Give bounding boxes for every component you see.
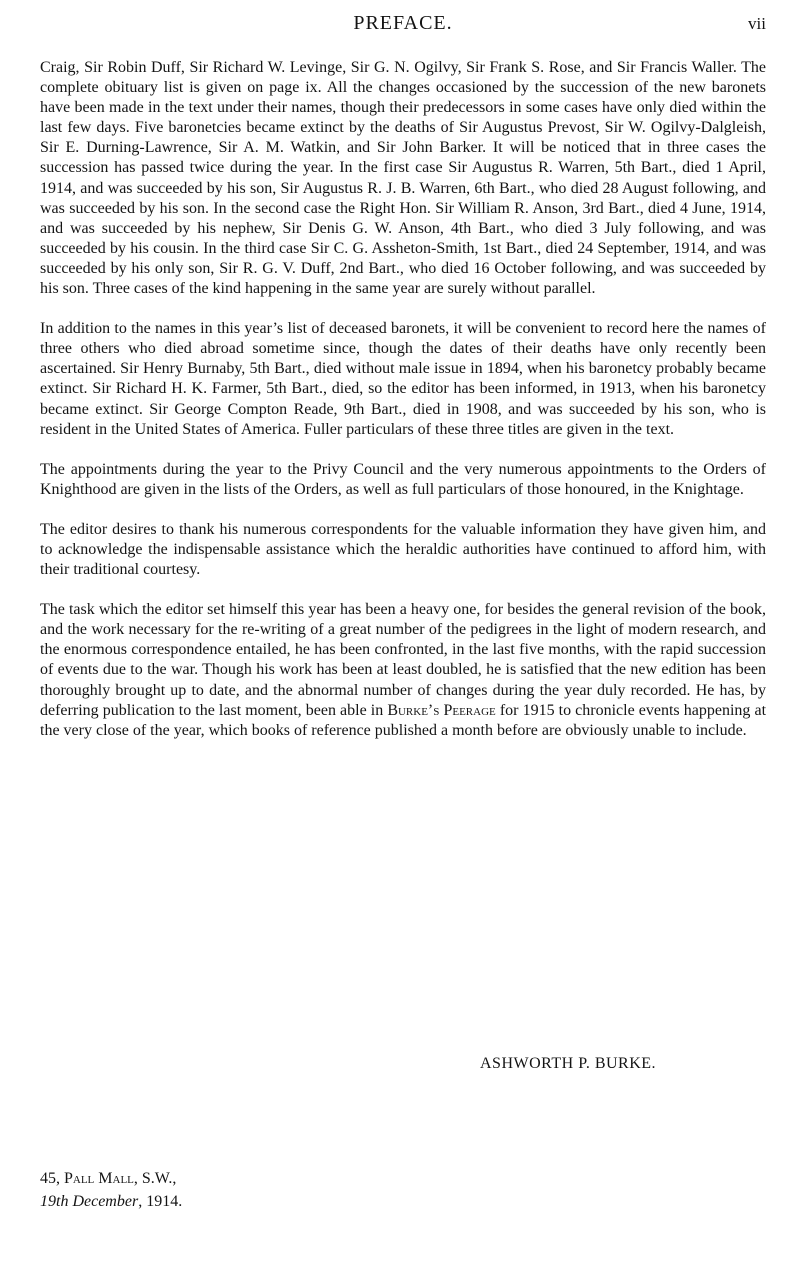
paragraph-text: for 1915 to chronicle events happening at the very close of the year, which books of reference published a month before are obviously unable to include. [40,701,767,739]
address-suffix: , S.W., [133,1170,177,1187]
date-year: , 1914. [138,1193,183,1210]
date-text: 19th December [40,1193,139,1210]
paragraph-text: In addition to the names in this year’s list of deceased baronets, it will be convenient to record here the names of three others who died abroad sometime since, though the dates of their deaths have only recently been ascertained. Sir Henry Burnaby, 5th Bart., died without male issue in 1894, when his baronetcy probably became extinct. Sir Richard H. K. Farmer, 5th Bart., died, so the editor has been informed, in 1913, when his baronetcy became extinct. Sir George Compton Reade, 9th Bart., died in 1908, and was succeeded by his son, who is resident in the United States of America. Fuller particulars of these three titles are given in the text. [40,320,766,438]
paragraph [40,58,766,299]
page-number: vii [748,14,766,33]
paragraph-text: The task which the editor set himself this year has been a heavy one, for besides the general revision of the book, and the work necessary for the re-writing of a great number of the pedigrees in the light of modern research, and the enormous correspondence entailed, he has been confronted, in the last five months, with the rapid succession of events due to the war. Though his work has been at least doubled, he is satisfied that the new edition has been thoroughly brought up to date, and the abnormal number of changes during the year duly recorded. He has, by deferring publication to the last moment, been able in [40,601,766,719]
running-title: PREFACE. [353,12,453,34]
paragraph [40,319,766,440]
address-block [40,1167,182,1213]
date-line [40,1190,182,1213]
paragraph-text: The editor desires to thank his numerous correspondents for the valuable information they have given him, and to acknowledge the indispensable assistance which the heraldic authorities have continued to afford him, with their traditional courtesy. [40,520,766,579]
paragraph [40,460,766,500]
book-title-smallcaps: Burke’s Peerage [387,701,496,719]
paragraph-text: Craig, Sir Robin Duff, Sir Richard W. Levinge, Sir G. N. Ogilvy, Sir Frank S. Rose, and Sir Francis Waller. The complete obituary list is given on page ix. All the changes occasioned by the succession of the new baronets have been made in the text under their names, though their predecessors in some cases have only died within the last few days. Five baronetcies became extinct by the deaths of Sir Augustus Prevost, Sir W. Ogilvy-Dalgleish, Sir E. Durning-Lawrence, Sir A. M. Watkin, and Sir John Barker. It will be noticed that in three cases the succession has passed twice during the year. In the first case Sir Augustus R. Warren, 5th Bart., died 1 April, 1914, and was succeeded by his son, Sir Augustus R. J. B. Warren, 6th Bart., who died 28 August following, and was succeeded by his son. In the second case the Right Hon. Sir William R. Anson, 3rd Bart., died 4 June, 1914, and was succeeded by his nephew, Sir Denis G. W. Anson, 4th Bart., who died 3 July following, and was succeeded by his cousin. In the third case Sir C. G. Assheton-Smith, 1st Bart., died 24 September, 1914, and was succeeded by his only son, Sir R. G. V. Duff, 2nd Bart., who died 16 October following, and was succeeded by his son. Three cases of the kind happening in the same year are surely without parallel. [40,59,766,298]
address-street: Pall Mall [64,1170,134,1187]
preface-body [40,58,766,761]
author-signature: ASHWORTH P. BURKE. [480,1055,657,1072]
paragraph [40,520,766,580]
page-header [40,12,766,40]
paragraph [40,600,766,741]
address-number: 45, [40,1170,64,1187]
address-line [40,1167,182,1190]
paragraph-text: The appointments during the year to the Privy Council and the very numerous appointments to the Orders of Knighthood are given in the lists of the Orders, as well as full particulars of those honoured, in the Knightage. [40,460,766,498]
